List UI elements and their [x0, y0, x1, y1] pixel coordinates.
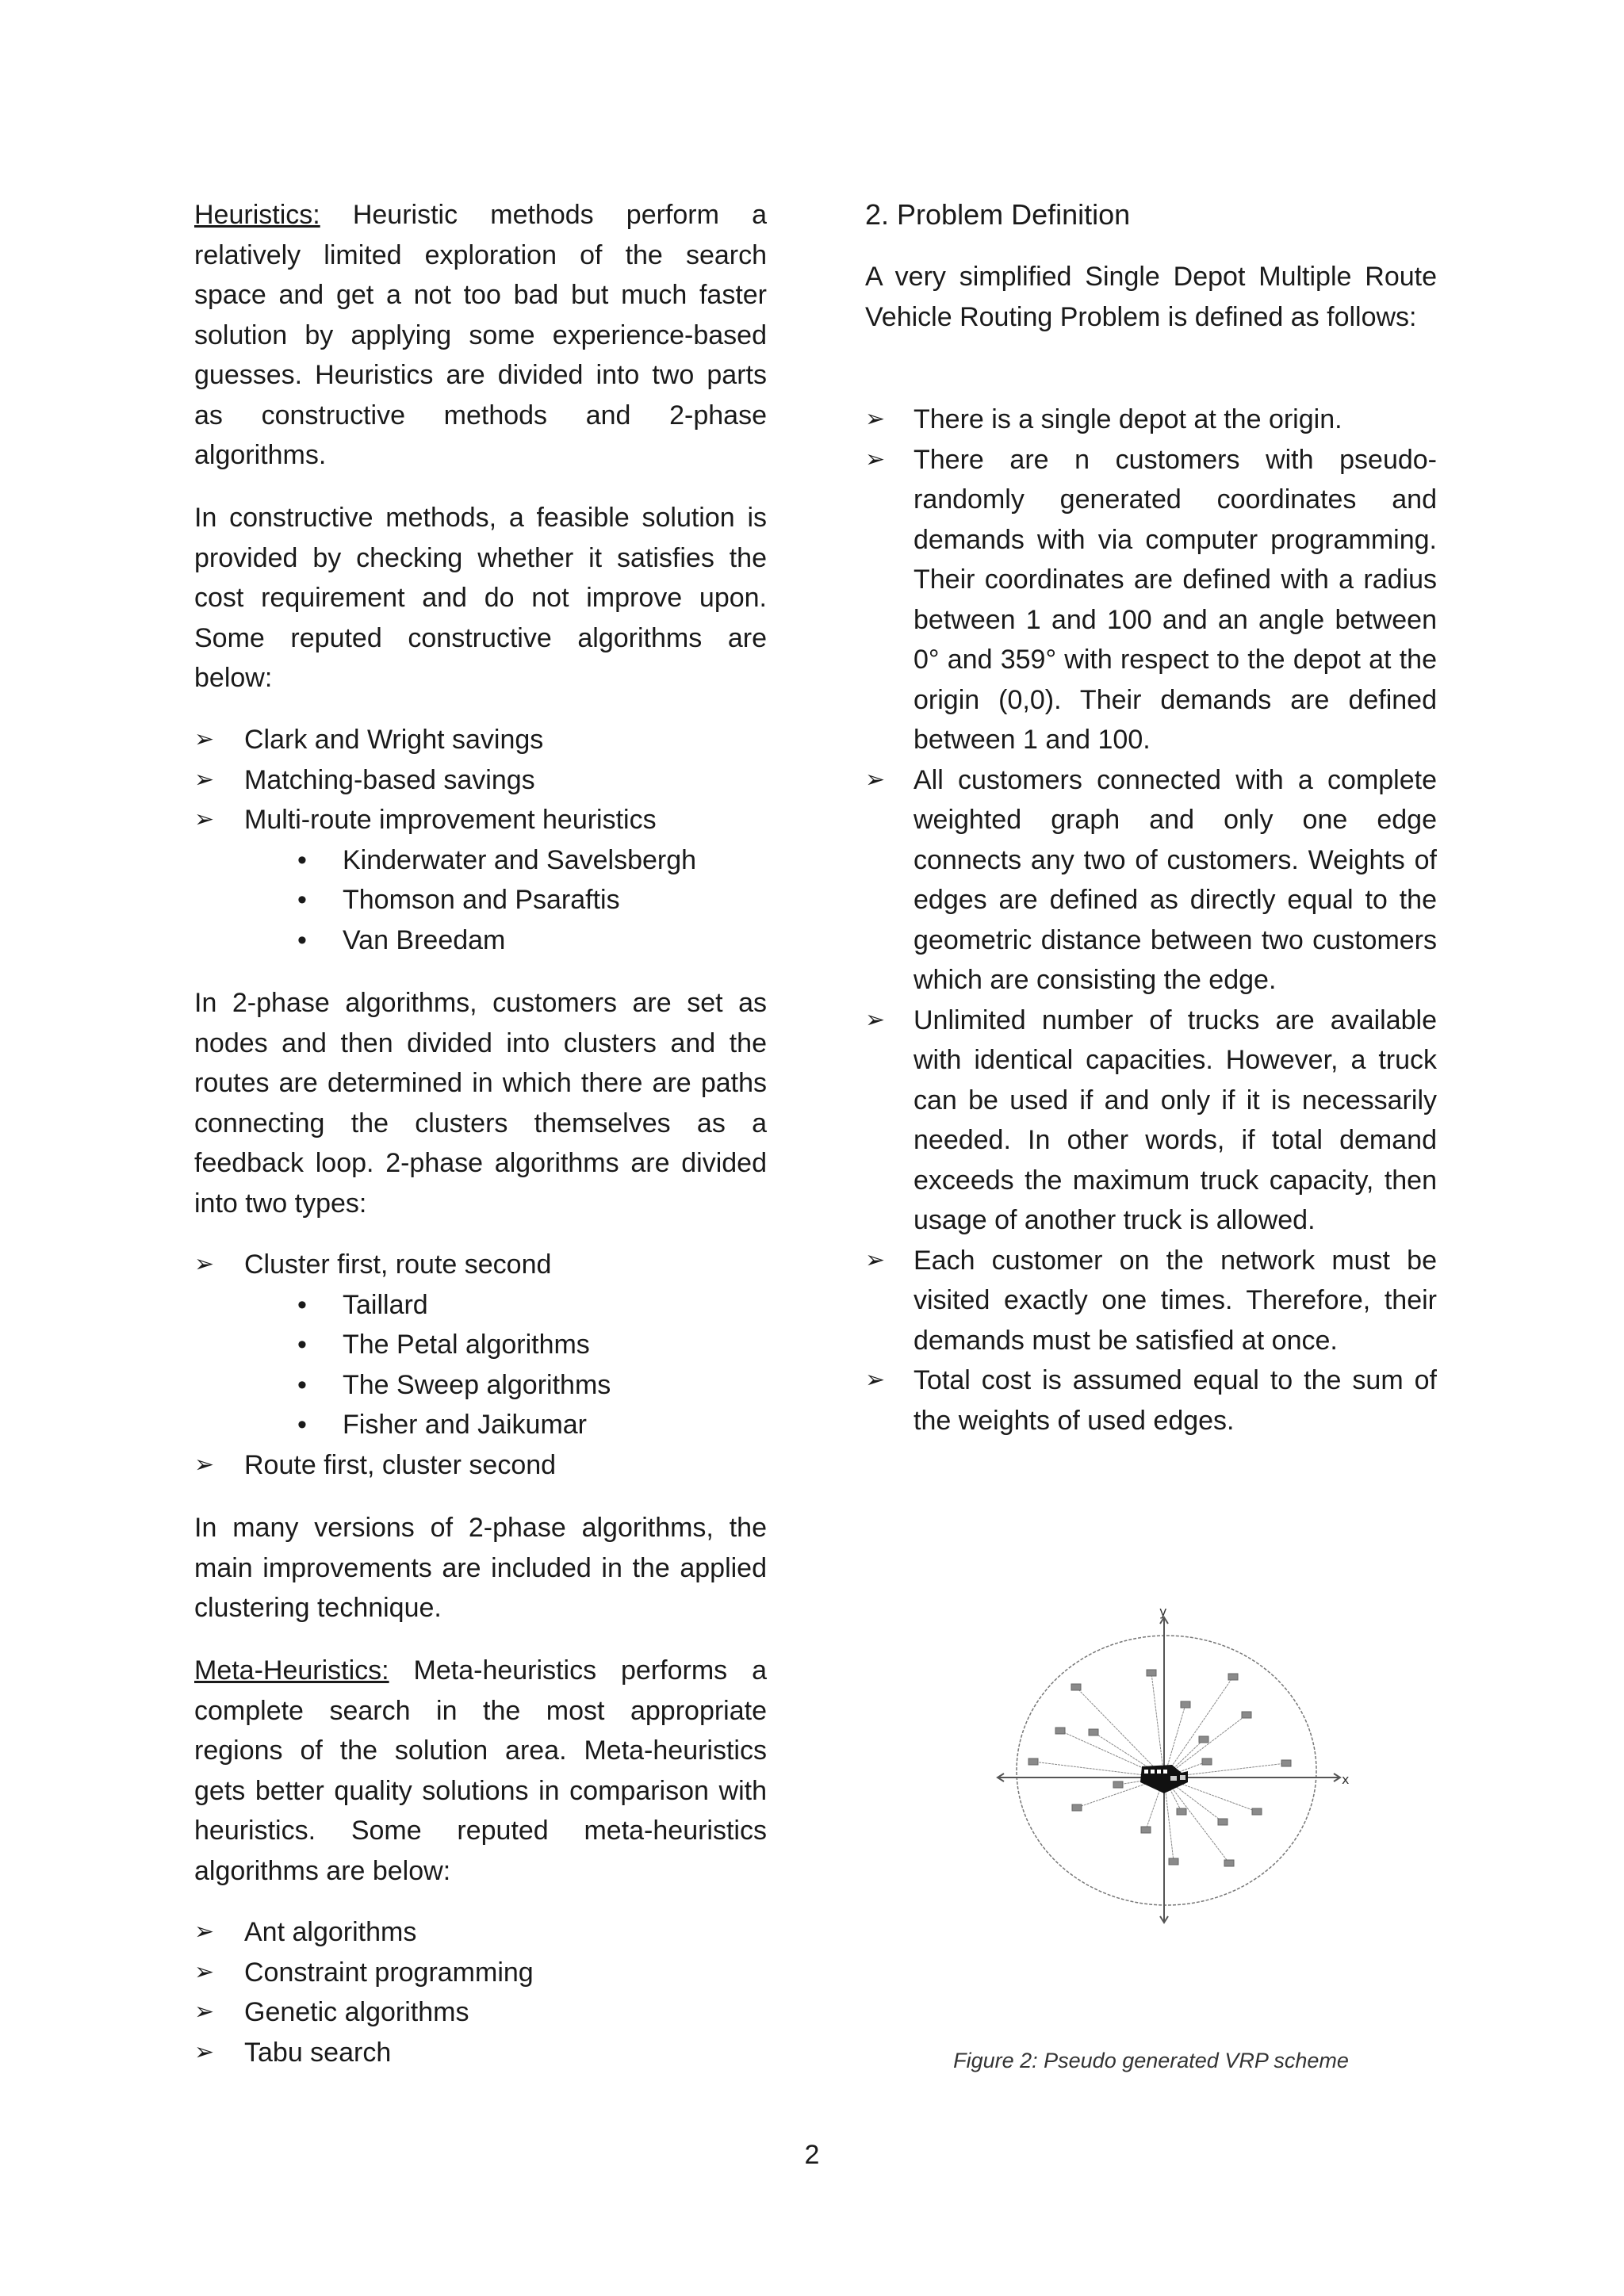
meta-heuristics-term: Meta-Heuristics:: [194, 1655, 389, 1686]
dot-bullet-icon: •: [297, 1410, 307, 1440]
arrow-bullet-icon: ➢: [194, 1451, 215, 1478]
list-item-text: Unlimited number of trucks are available with identical capacities. However, a truck can be used if and only if it is necessarily needed. In other words, if total demand exceeds the maximum truck capacity, then usage of another truck is allowed.: [914, 1004, 1437, 1235]
list-item-text: Constraint programming: [244, 1957, 534, 1988]
arrow-bullet-icon: ➢: [194, 766, 215, 793]
sub-list-item: [194, 1365, 767, 1406]
list-item-text: The Sweep algorithms: [343, 1369, 611, 1400]
list-item: [194, 1245, 767, 1285]
dot-bullet-icon: •: [297, 1330, 307, 1360]
list-item: [865, 440, 1437, 760]
depot-icon: [1140, 1765, 1188, 1793]
customer-icon: [1147, 1670, 1156, 1676]
heuristics-paragraph: [194, 195, 767, 476]
list-item-text: Route first, cluster second: [244, 1449, 557, 1480]
list-item-text: Fisher and Jaikumar: [343, 1410, 588, 1440]
y-axis-label: y: [1159, 1604, 1167, 1619]
edge: [1151, 1673, 1164, 1777]
customer-icon: [1224, 1860, 1234, 1866]
list-item-text: Genetic algorithms: [244, 1997, 469, 2027]
list-item-text: Clark and Wright savings: [244, 725, 544, 755]
meta-list: [194, 1912, 767, 2072]
dot-bullet-icon: •: [297, 844, 307, 875]
customer-icon: [1218, 1819, 1228, 1825]
many-versions-paragraph: In many versions of 2-phase algorithms, the main improvements are included in the applied clustering technique.: [194, 1513, 767, 1623]
arrow-bullet-icon: ➢: [194, 1251, 215, 1277]
section-heading: 2. Problem Definition: [865, 198, 1131, 231]
customer-icon: [1242, 1712, 1251, 1718]
meta-heuristics-paragraph: [194, 1651, 767, 1891]
arrow-bullet-icon: ➢: [865, 1006, 886, 1033]
list-item: [194, 760, 767, 801]
x-axis-label: x: [1342, 1772, 1350, 1787]
list-item: [194, 720, 767, 760]
edge: [1164, 1715, 1247, 1777]
vrp-scheme-figure: [983, 1601, 1411, 1950]
list-item: [194, 1992, 767, 2033]
customer-icon: [1169, 1858, 1178, 1865]
figure-caption: Figure 2: Pseudo generated VRP scheme: [953, 2049, 1349, 2072]
list-item-text: There is a single depot at the origin.: [914, 404, 1342, 434]
sub-list-item: [194, 1325, 767, 1365]
list-item: [865, 1360, 1437, 1441]
customer-icon: [1071, 1684, 1081, 1690]
two-phase-list: [194, 1245, 767, 1485]
dot-bullet-icon: •: [297, 1369, 307, 1400]
list-item-text: All customers connected with a complete weighted graph and only one edge connects any two of customers. Weights of edges are defined as directly equal to the geometric distance between two customers which are consisting the edge.: [914, 764, 1437, 995]
customer-icon: [1089, 1729, 1098, 1735]
sub-list-item: [194, 1285, 767, 1326]
customer-icon: [1113, 1781, 1123, 1788]
customer-icon: [1177, 1808, 1186, 1815]
list-item: [194, 1445, 767, 1486]
list-item: [865, 400, 1437, 440]
dot-bullet-icon: •: [297, 885, 307, 915]
arrow-bullet-icon: ➢: [194, 726, 215, 752]
list-item-text: Each customer on the network must be visited exactly one times. Therefore, their demands must be satisfied at once.: [914, 1245, 1437, 1356]
arrow-bullet-icon: ➢: [194, 806, 215, 832]
arrow-bullet-icon: ➢: [194, 1958, 215, 1985]
heuristics-term: Heuristics:: [194, 200, 320, 230]
list-item-text: The Petal algorithms: [343, 1330, 590, 1360]
customer-icon: [1199, 1736, 1208, 1743]
customer-icon: [1141, 1827, 1151, 1833]
customer-icon: [1181, 1701, 1190, 1708]
arrow-bullet-icon: ➢: [865, 1367, 886, 1393]
list-item-text: Total cost is assumed equal to the sum of the weights of used edges.: [914, 1365, 1437, 1436]
arrow-bullet-icon: ➢: [865, 1246, 886, 1273]
list-item-text: There are n customers with pseudo-randomly generated coordinates and demands with via computer programming. Their coordinates are defined with a radius between 1 and 100 and an angle between 0° and 359° with respect to the depot at the origin (0,0). Their demands are defined between 1 and 100.: [914, 444, 1437, 755]
definition-list: [865, 400, 1437, 1441]
list-item-text: Thomson and Psaraftis: [343, 885, 620, 915]
sub-list-item: [194, 880, 767, 920]
list-item: [865, 760, 1437, 1001]
list-item-text: Taillard: [343, 1289, 428, 1320]
heuristics-text: Heuristic methods perform a relatively limited exploration of the search space and get a not too bad but much faster solution by applying some experience-based guesses. Heuristics are divided into two parts as constructive methods and 2-phase algorithms.: [194, 200, 767, 470]
list-item: [194, 1912, 767, 1953]
meta-heuristics-text: Meta-heuristics performs a complete search in the most appropriate regions of the solution area. Meta-heuristics gets better quality solutions in comparison with heuristics. Some reputed meta-heuristics algorithms are below:: [194, 1655, 767, 1886]
list-item: [194, 800, 767, 840]
list-item-text: Multi-route improvement heuristics: [244, 805, 657, 835]
edge: [1164, 1677, 1233, 1777]
dot-bullet-icon: •: [297, 1289, 307, 1320]
arrow-bullet-icon: ➢: [865, 766, 886, 793]
intro-paragraph: A very simplified Single Depot Multiple Route Vehicle Routing Problem is defined as follows:: [865, 262, 1437, 332]
list-item: [194, 2033, 767, 2073]
arrow-bullet-icon: ➢: [194, 2038, 215, 2065]
dot-bullet-icon: •: [297, 924, 307, 955]
two-phase-paragraph: In 2-phase algorithms, customers are set as nodes and then divided into clusters and the routes are determined in which there are paths connecting the clusters themselves as a feedback loop. 2-phase algorithms are divided into two types:: [194, 988, 767, 1219]
constructive-list: [194, 720, 767, 960]
arrow-bullet-icon: ➢: [194, 1919, 215, 1945]
arrow-bullet-icon: ➢: [865, 406, 886, 432]
list-item: [865, 1241, 1437, 1361]
list-item-text: Van Breedam: [343, 924, 506, 955]
list-item: [194, 1953, 767, 1993]
customer-icon: [1072, 1804, 1082, 1811]
arrow-bullet-icon: ➢: [194, 1999, 215, 2025]
list-item-text: Ant algorithms: [244, 1917, 417, 1947]
page-number: 2: [804, 2140, 820, 2170]
list-item-text: Cluster first, route second: [244, 1249, 552, 1280]
customer-icon: [1228, 1674, 1238, 1680]
list-item-text: Kinderwater and Savelsbergh: [343, 844, 697, 875]
list-item: [865, 1001, 1437, 1241]
customer-icon: [1281, 1760, 1291, 1766]
constructive-paragraph: In constructive methods, a feasible solution is provided by checking whether it satisfies the cost requirement and do not improve upon. Some reputed constructive algorithms are below:: [194, 503, 767, 693]
sub-list-item: [194, 1405, 767, 1445]
list-item-text: Tabu search: [244, 2037, 392, 2068]
customer-icon: [1028, 1758, 1038, 1765]
customer-icon: [1055, 1728, 1065, 1734]
arrow-bullet-icon: ➢: [865, 446, 886, 473]
customer-icon: [1252, 1808, 1262, 1815]
customer-icon: [1202, 1758, 1212, 1765]
sub-list-item: [194, 840, 767, 881]
sub-list-item: [194, 920, 767, 961]
list-item-text: Matching-based savings: [244, 764, 535, 795]
